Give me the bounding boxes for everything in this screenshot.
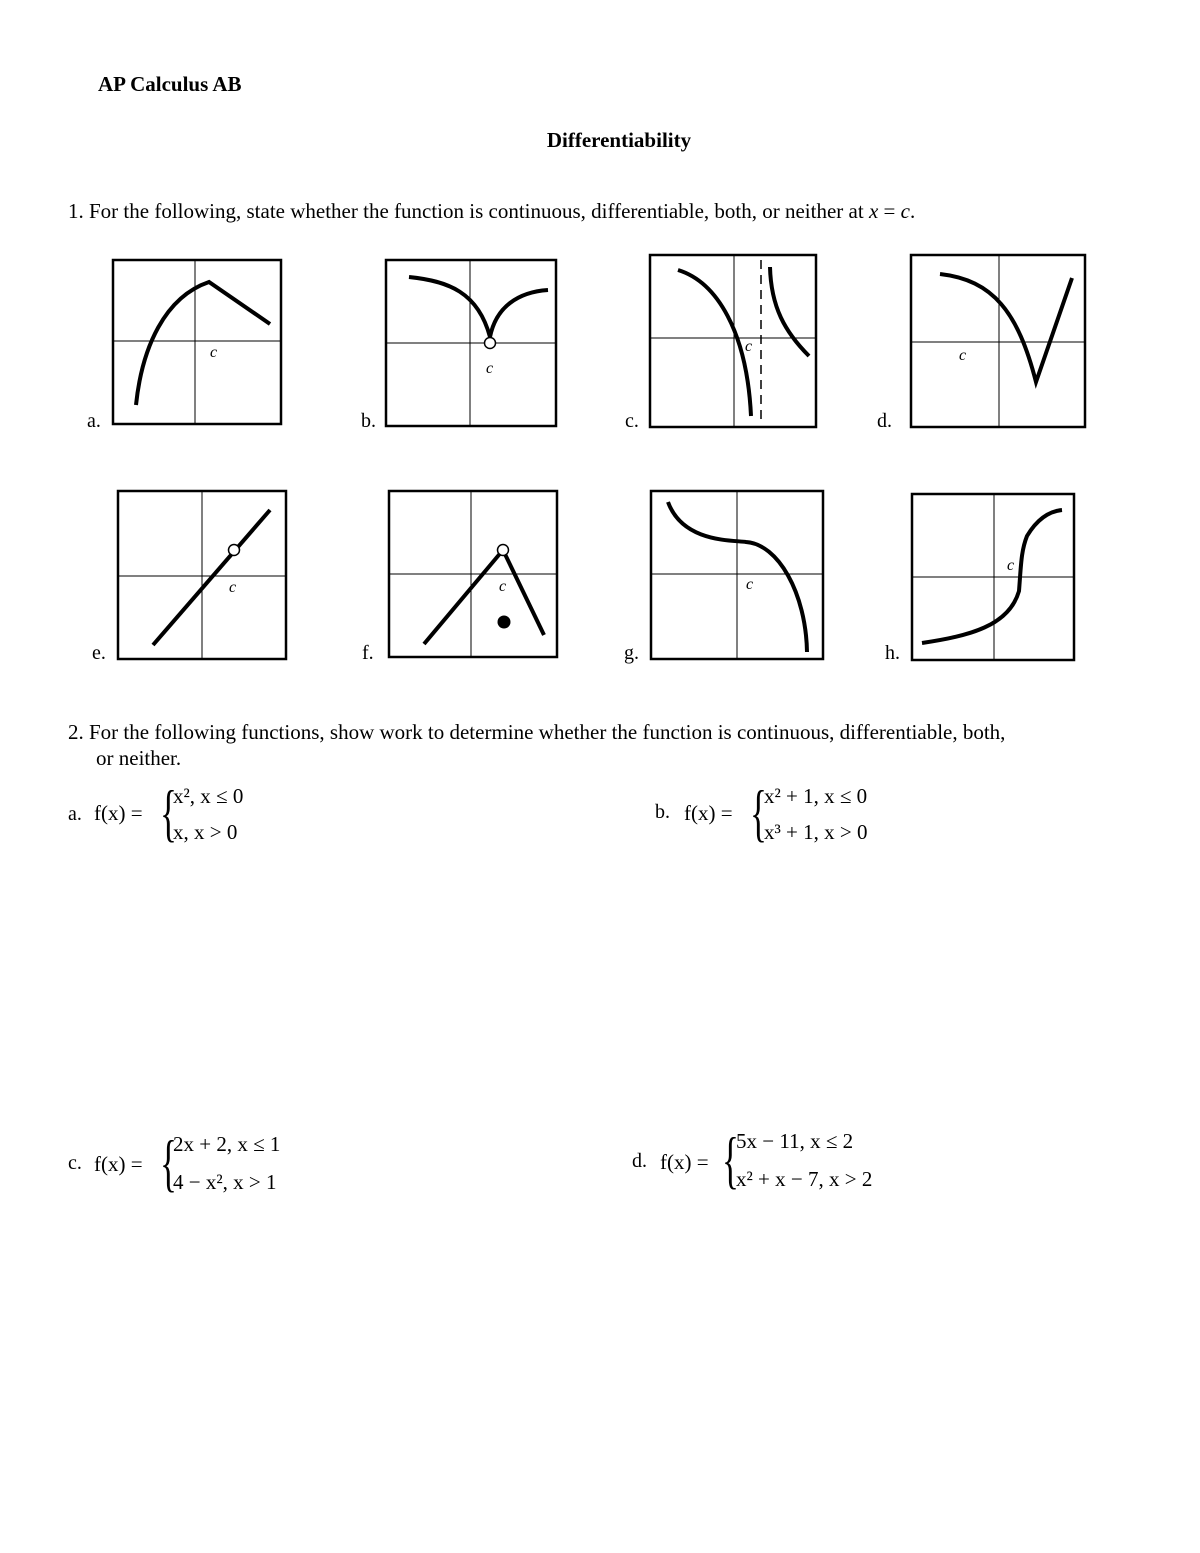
graph-f [386, 488, 562, 662]
function-c-case-2: 4 − x², x > 1 [173, 1170, 277, 1194]
graph-g-label: g. [624, 642, 639, 664]
question-1-var-x: x [868, 199, 879, 223]
graph-f-c-label: c [499, 578, 507, 595]
graph-e [115, 488, 291, 662]
graph-b-c-label: c [486, 360, 494, 377]
function-d-brace: { [722, 1124, 739, 1195]
graph-f-label: f. [362, 642, 374, 664]
question-1-text: 1. For the following, state whether the function is continuous, differentiable, both, or neither at [68, 199, 869, 223]
graph-d-label: d. [877, 410, 892, 432]
function-c-brace: { [160, 1127, 177, 1198]
function-d-label: d. [632, 1150, 647, 1172]
page-title: Differentiability [546, 128, 692, 152]
graph-d [908, 252, 1090, 430]
function-c-label: c. [68, 1152, 82, 1174]
question-2-prompt-continued: or neither. [96, 746, 182, 770]
function-c-case-1: 2x + 2, x ≤ 1 [173, 1132, 281, 1156]
question-1-eq: = [878, 199, 901, 223]
question-1-end: . [909, 199, 916, 223]
graph-g [648, 488, 826, 662]
graph-a [110, 257, 286, 429]
function-a-lhs: f(x) = [94, 801, 143, 825]
graph-h-c-label: c [1007, 557, 1015, 574]
graph-d-c-label: c [959, 347, 967, 364]
function-a-case-1: x², x ≤ 0 [173, 784, 244, 808]
graph-a-c-label: c [210, 344, 218, 361]
function-b-brace: { [750, 777, 767, 848]
graph-h [909, 491, 1077, 663]
course-title: AP Calculus AB [98, 72, 242, 96]
graph-a-label: a. [87, 410, 101, 432]
question-1-var-c: c [900, 199, 910, 223]
question-1-prompt [68, 199, 915, 224]
function-d-case-2: x² + x − 7, x > 2 [736, 1167, 873, 1191]
function-b-label: b. [655, 801, 670, 823]
function-a-label: a. [68, 803, 82, 825]
function-a-brace: { [160, 777, 177, 848]
function-c-lhs: f(x) = [94, 1152, 143, 1176]
graph-c-label: c. [625, 410, 639, 432]
graph-h-label: h. [885, 642, 900, 664]
graph-e-c-label: c [229, 579, 237, 596]
graph-c [647, 252, 821, 430]
function-a-case-2: x, x > 0 [173, 820, 238, 844]
function-d-lhs: f(x) = [660, 1150, 709, 1174]
graph-c-c-label: c [745, 338, 753, 355]
function-b-case-1: x² + 1, x ≤ 0 [764, 784, 868, 808]
graph-g-c-label: c [746, 576, 754, 593]
function-b-case-2: x³ + 1, x > 0 [764, 820, 868, 844]
graph-b [383, 257, 561, 429]
graph-b-label: b. [361, 410, 376, 432]
question-2-prompt: 2. For the following functions, show work to determine whether the function is continuous, differentiable, both, [68, 720, 1006, 744]
function-d-case-1: 5x − 11, x ≤ 2 [736, 1129, 854, 1153]
graph-e-label: e. [92, 642, 106, 664]
function-b-lhs: f(x) = [684, 801, 733, 825]
